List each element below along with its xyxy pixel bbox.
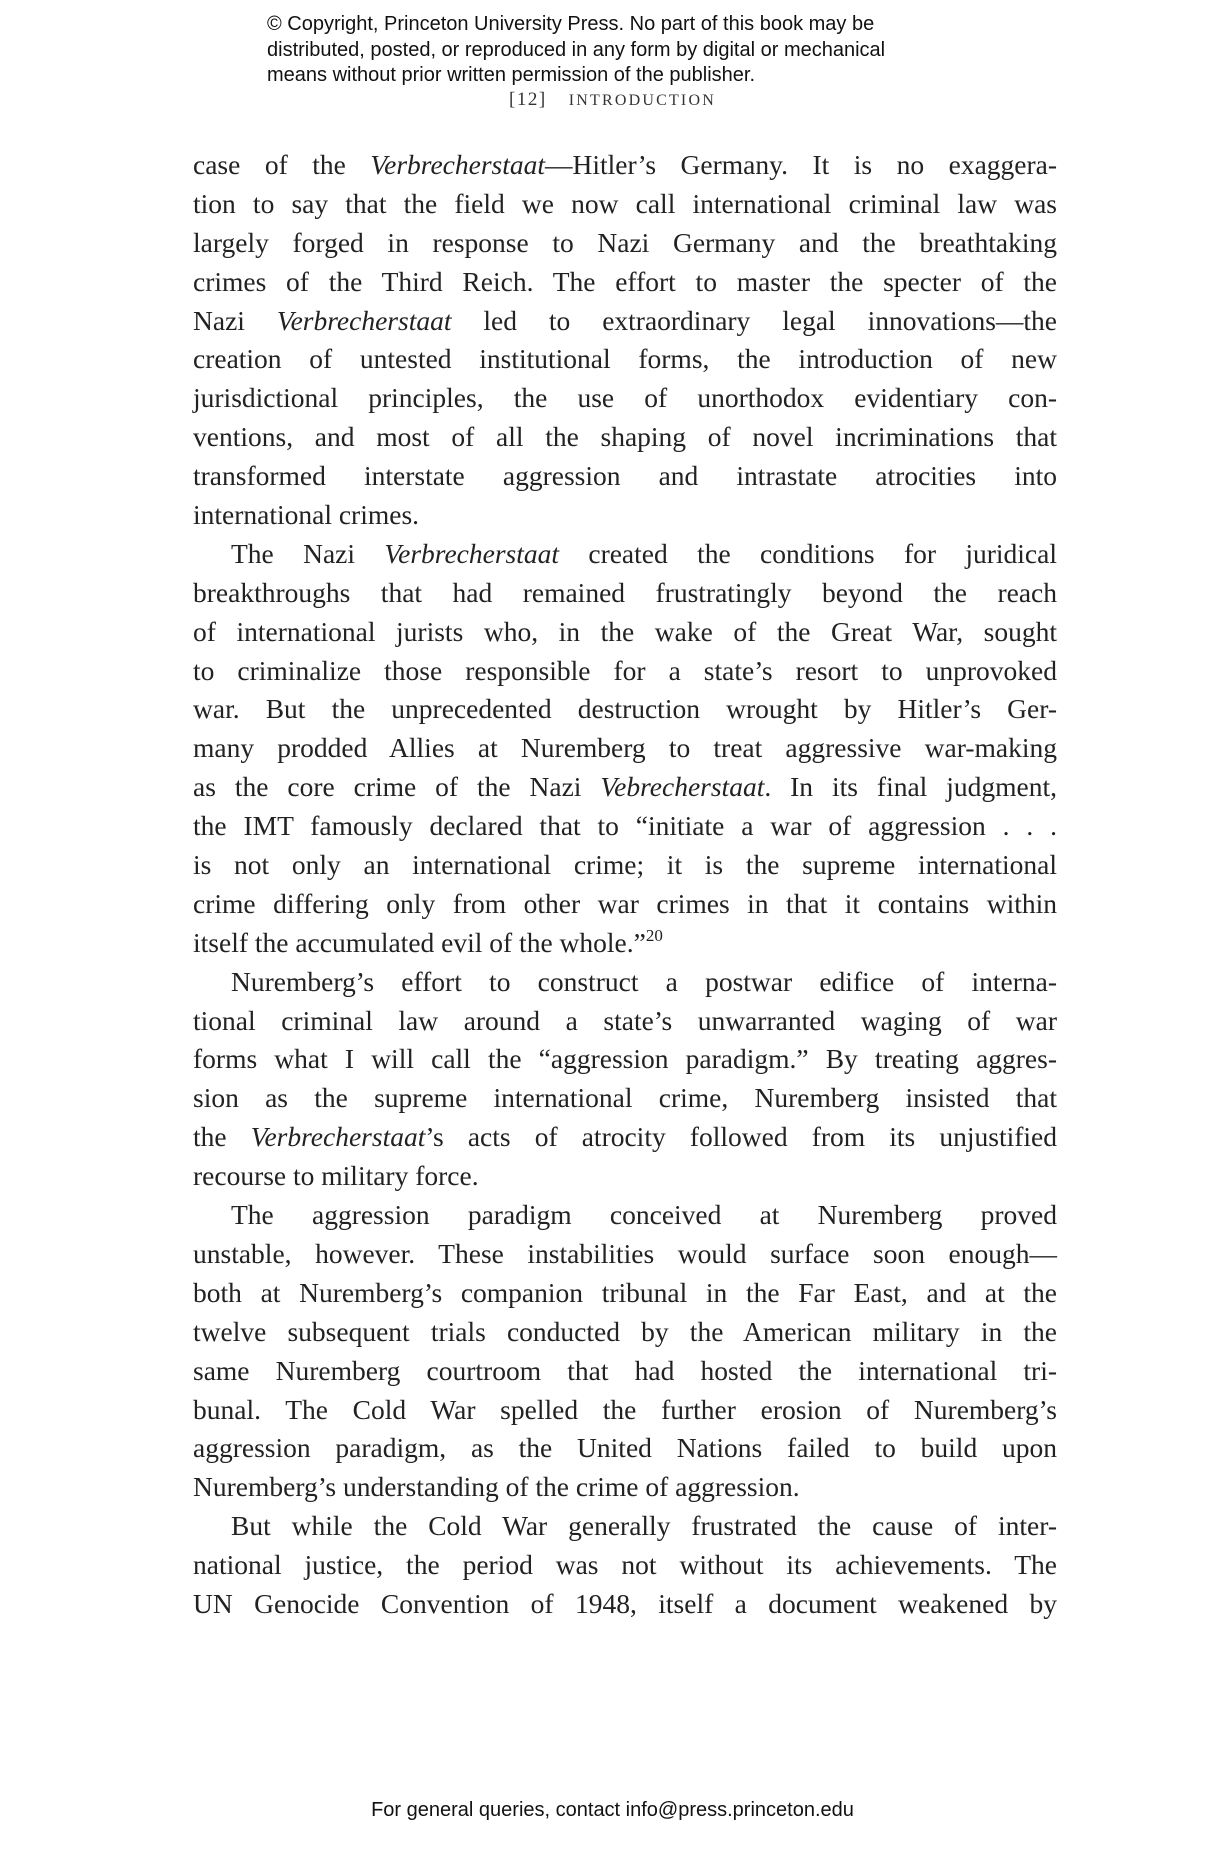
section-title: INTRODUCTION [568, 92, 716, 109]
text-line [193, 1313, 1057, 1352]
text-run: The Nazi [231, 537, 385, 569]
footer-contact: For general queries, contact info@press.princeton.edu [371, 1799, 854, 1821]
text-run: Nuremberg’s understanding of the crime of aggression. [193, 1471, 800, 1503]
text-run: aggression paradigm, as the United Nations failed to build upon [193, 1432, 1057, 1464]
text-line [193, 263, 1057, 302]
text-line [193, 1468, 1057, 1507]
text-run: of international jurists who, in the wake of the Great War, sought [193, 615, 1057, 647]
paragraph [193, 535, 1057, 963]
text-line [193, 185, 1057, 224]
copyright-line: distributed, posted, or reproduced in any form by digital or mechanical [267, 38, 886, 61]
text-run: crime differing only from other war crimes in that it contains within [193, 887, 1057, 919]
text-line [193, 1002, 1057, 1041]
text-line [193, 302, 1057, 341]
text-line [193, 146, 1057, 185]
text-line [193, 1391, 1057, 1430]
paragraph [193, 1196, 1057, 1507]
text-run: as the core crime of the Nazi [193, 771, 601, 803]
text-run: jurisdictional principles, the use of unorthodox evidentiary con- [193, 382, 1057, 414]
text-run: But while the Cold War generally frustrated the cause of inter- [231, 1510, 1057, 1542]
text-run: many prodded Allies at Nuremberg to treat aggressive war-making [193, 732, 1057, 764]
paragraph [193, 146, 1057, 535]
text-line [193, 690, 1057, 729]
copyright-notice [267, 12, 987, 89]
text-line [193, 1235, 1057, 1274]
text-run: the IMT famously declared that to “initiate a war of aggression . . . [193, 810, 1057, 842]
text-run: largely forged in response to Nazi Germany and the breathtaking [193, 226, 1057, 258]
body-text [193, 146, 1057, 1624]
text-line [193, 224, 1057, 263]
text-line [193, 535, 1057, 574]
text-line [193, 885, 1057, 924]
italic-term: Verbrecherstaat [250, 1121, 426, 1153]
text-run: the [193, 1121, 251, 1153]
text-run: Nuremberg’s effort to construct a postwar edifice of interna- [231, 965, 1057, 997]
text-run: tional criminal law around a state’s unwarranted waging of war [193, 1004, 1057, 1036]
text-line [193, 963, 1057, 1002]
text-run: recourse to military force. [193, 1160, 479, 1192]
text-line [193, 1352, 1057, 1391]
text-line [193, 924, 1057, 963]
text-line [193, 1079, 1057, 1118]
text-run: is not only an international crime; it is the supreme international [193, 849, 1057, 881]
page-number: [12] [509, 89, 547, 110]
text-line [193, 574, 1057, 613]
text-run: international crimes. [193, 499, 420, 531]
text-line [193, 1157, 1057, 1196]
text-line [193, 1429, 1057, 1468]
text-run: itself the accumulated evil of the whole.” [193, 926, 646, 958]
text-line [193, 652, 1057, 691]
text-run: national justice, the period was not without its achievements. The [193, 1549, 1057, 1581]
running-header [0, 88, 1225, 113]
text-line [193, 1118, 1057, 1157]
text-run: The aggression paradigm conceived at Nuremberg proved [231, 1199, 1057, 1231]
text-run: war. But the unprecedented destruction wrought by Hitler’s Ger- [193, 693, 1057, 725]
text-line [193, 1196, 1057, 1235]
text-run: UN Genocide Convention of 1948, itself a document weakened by [193, 1587, 1057, 1619]
text-run: crimes of the Third Reich. The effort to master the specter of the [193, 265, 1057, 297]
text-line [193, 1274, 1057, 1313]
text-run: breakthroughs that had remained frustratingly beyond the reach [193, 576, 1057, 608]
text-line [193, 457, 1057, 496]
text-line [193, 613, 1057, 652]
text-line [193, 768, 1057, 807]
text-line [193, 340, 1057, 379]
text-line [193, 418, 1057, 457]
text-run: led to extraordinary legal innovations—the [451, 304, 1057, 336]
text-run: . In its final judgment, [764, 771, 1057, 803]
text-line [193, 496, 1057, 535]
copyright-line: © Copyright, Princeton University Press. No part of this book may be [267, 13, 875, 35]
italic-term: Verbrecherstaat [370, 149, 546, 180]
text-run: Nazi [193, 304, 277, 336]
text-run: ’s acts of atrocity followed from its unjustified [425, 1121, 1057, 1153]
text-run: both at Nuremberg’s companion tribunal in the Far East, and at the [193, 1276, 1057, 1308]
copyright-line: means without prior written permission of the publisher. [267, 64, 756, 86]
text-run: tion to say that the field we now call international criminal law was [193, 187, 1057, 219]
text-run: same Nuremberg courtroom that had hosted the international tri- [193, 1354, 1057, 1386]
text-run: to criminalize those responsible for a state’s resort to unprovoked [193, 654, 1057, 686]
text-run: case of the [193, 149, 371, 180]
text-line [193, 1546, 1057, 1585]
text-line [193, 1507, 1057, 1546]
text-run: —Hitler’s Germany. It is no exaggera- [545, 149, 1057, 180]
footnote-reference: 20 [645, 925, 663, 945]
text-line [193, 379, 1057, 418]
italic-term: Vebrecherstaat [600, 771, 765, 803]
text-run: ventions, and most of all the shaping of novel incriminations that [193, 421, 1057, 453]
text-run: creation of untested institutional forms, the introduction of new [193, 343, 1057, 375]
text-line [193, 729, 1057, 768]
text-run: unstable, however. These instabilities would surface soon enough— [193, 1237, 1057, 1269]
text-run: created the conditions for juridical [559, 537, 1057, 569]
italic-term: Verbrecherstaat [276, 304, 452, 336]
text-run: forms what I will call the “aggression paradigm.” By treating aggres- [193, 1043, 1057, 1075]
text-line [193, 1585, 1057, 1624]
text-run: twelve subsequent trials conducted by the American military in the [193, 1315, 1057, 1347]
text-run: bunal. The Cold War spelled the further erosion of Nuremberg’s [193, 1393, 1057, 1425]
paragraph [193, 1507, 1057, 1624]
text-run: transformed interstate aggression and intrastate atrocities into [193, 460, 1057, 492]
paragraph [193, 963, 1057, 1196]
text-run: sion as the supreme international crime, Nuremberg insisted that [193, 1082, 1057, 1114]
text-line [193, 807, 1057, 846]
text-line [193, 1040, 1057, 1079]
italic-term: Verbrecherstaat [384, 537, 560, 569]
text-line [193, 846, 1057, 885]
